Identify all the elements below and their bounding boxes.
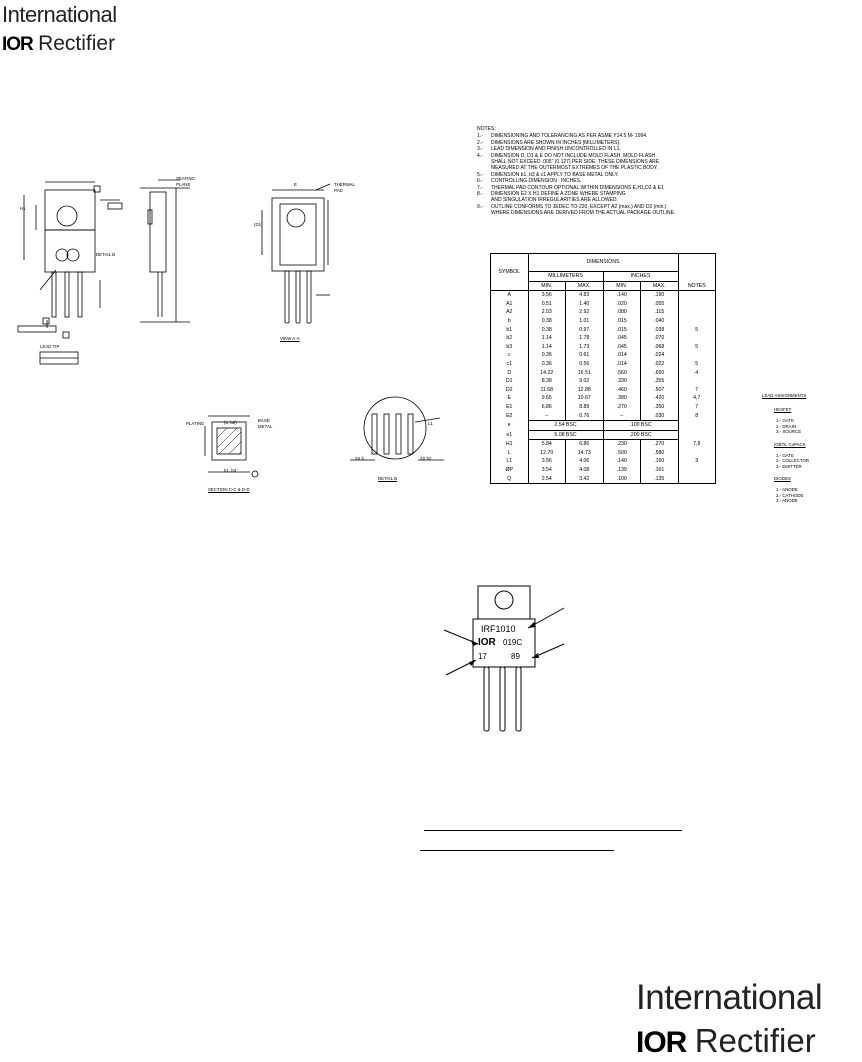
cell-mm-min: 12.70 xyxy=(528,449,566,458)
lead-item: 3.- EMITTER xyxy=(776,463,802,469)
note-number: 9.- xyxy=(477,203,483,210)
marking-part-number: IRF1010 xyxy=(481,624,516,634)
marking-date-1: 17 xyxy=(478,652,487,661)
lead-tip-label: LEAD TIP xyxy=(40,344,60,349)
brand-name-line1-bottom: International xyxy=(636,978,823,1017)
cell-mm-max: 14.73 xyxy=(566,449,604,458)
table-row xyxy=(491,369,716,378)
plating-label: PLATING xyxy=(186,421,205,426)
cell-notes xyxy=(678,421,716,431)
table-row xyxy=(491,343,716,352)
cell-symbol: ØP xyxy=(491,466,529,475)
cell-in-max: .070 xyxy=(641,334,679,343)
cell-in-min: .380 xyxy=(603,394,641,403)
lead-item: 2.- DRAIN xyxy=(776,423,797,429)
cell-symbol: E2 xyxy=(491,412,529,421)
cell-in-max: .115 xyxy=(641,308,679,317)
front-view xyxy=(18,182,122,338)
cell-in-max: .024 xyxy=(641,351,679,360)
dimensions-table xyxy=(490,253,716,484)
cell-mm-max: 9.02 xyxy=(566,377,604,386)
mm-max-header: MAX. xyxy=(566,281,604,291)
e-dimension-label: E xyxy=(294,182,297,187)
note-text: WHERE DIMENSIONS ARE DERIVED FROM THE ACTUAL PACKAGE OUTLINE. xyxy=(491,210,676,217)
cell-in-min: .140 xyxy=(603,291,641,300)
cell-in-min: .015 xyxy=(603,317,641,326)
ior-mark: IOR xyxy=(2,34,33,55)
cell-mm-max: 0.56 xyxy=(566,360,604,369)
brand-name-line1: International xyxy=(2,2,117,27)
note-number: 5.- xyxy=(477,171,483,178)
cell-symbol: E1 xyxy=(491,403,529,412)
cell-in-min: .014 xyxy=(603,360,641,369)
cell-in-bsc: .100 BSC xyxy=(603,421,678,431)
note-text: DIMENSIONING AND TOLERANCING AS PER ASME Y14.5 M- 1994. xyxy=(491,133,648,140)
cell-notes xyxy=(678,430,716,440)
in-min-header: MIN. xyxy=(603,281,641,291)
brand-logo-bottom xyxy=(636,978,860,1058)
note-text: DIMENSION D, D1 & E DO NOT INCLUDE MOLD FLASH. MOLD FLASH xyxy=(491,152,656,159)
table-row xyxy=(491,317,716,326)
cell-mm-bsc: 5.08 BSC xyxy=(528,430,603,440)
note-number: 4.- xyxy=(477,152,483,159)
table-row xyxy=(491,386,716,395)
notes-block xyxy=(477,126,747,217)
lead-group-name: HEXFET xyxy=(774,407,792,412)
cell-notes xyxy=(678,377,716,386)
note-number: 6.- xyxy=(477,178,483,185)
cell-notes: 4,7 xyxy=(678,394,716,403)
three-x-b-label: 3X b xyxy=(355,456,365,461)
cell-mm-max: 1.78 xyxy=(566,334,604,343)
cell-notes: 4 xyxy=(678,369,716,378)
cell-mm-min: 3.56 xyxy=(528,291,566,300)
cell-symbol: e xyxy=(491,421,529,431)
cell-in-max: .038 xyxy=(641,326,679,335)
cell-in-min: .560 xyxy=(603,369,641,378)
symbol-header: SYMBOL xyxy=(491,254,529,291)
cell-symbol: D1 xyxy=(491,377,529,386)
notes-list xyxy=(477,133,747,216)
table-row xyxy=(491,403,716,412)
cell-mm-min: – xyxy=(528,412,566,421)
cell-mm-min: 0.36 xyxy=(528,351,566,360)
cell-symbol: D2 xyxy=(491,386,529,395)
note-text: DIMENSION E2 X H1 DEFINE A ZONE WHERE STAMPING xyxy=(491,191,626,198)
lead-group-name: DIODES xyxy=(774,476,791,481)
note-text: CONTROLLING DIMENSION : INCHES. xyxy=(491,178,582,185)
table-row xyxy=(491,449,716,458)
note-text: AND SINGULATION IRREGULARITIES ARE ALLOWED. xyxy=(491,197,618,204)
cell-in-max: .270 xyxy=(641,440,679,449)
cell-notes: 5 xyxy=(678,360,716,369)
lead-group xyxy=(762,442,822,470)
marking-ior: IOR xyxy=(478,637,496,648)
cell-in-max: .055 xyxy=(641,300,679,309)
cell-in-min: .500 xyxy=(603,449,641,458)
cell-notes: 7,8 xyxy=(678,440,716,449)
cell-in-min: .140 xyxy=(603,457,641,466)
note-text: DIMENSIONS ARE SHOWN IN INCHES [MILLIMETERS]. xyxy=(491,139,621,146)
cell-mm-min: 0.38 xyxy=(528,326,566,335)
cell-in-max: .580 xyxy=(641,449,679,458)
cell-symbol: c xyxy=(491,351,529,360)
section-label: SECTION C-C & D-D xyxy=(208,487,250,492)
mm-min-header: MIN. xyxy=(528,281,566,291)
cell-notes: 3 xyxy=(678,457,716,466)
marking-date-2: 89 xyxy=(511,652,520,661)
table-row xyxy=(491,475,716,484)
ior-logo-icon xyxy=(2,32,115,56)
cell-mm-max: 4.06 xyxy=(566,457,604,466)
brand-logo-top xyxy=(2,2,142,56)
note-number xyxy=(477,210,491,216)
cell-in-bsc: .200 BSC xyxy=(603,430,678,440)
cell-symbol: b xyxy=(491,317,529,326)
cell-in-min: .270 xyxy=(603,403,641,412)
lead-item: 2.- COLLECTOR xyxy=(776,458,810,463)
cell-symbol: L1 xyxy=(491,457,529,466)
cell-notes xyxy=(678,300,716,309)
cell-symbol: c1 xyxy=(491,360,529,369)
cell-symbol: H1 xyxy=(491,440,529,449)
notes-title: NOTES: xyxy=(477,126,496,132)
note-text: MEASURED AT THE OUTERMOST EXTREMES OF THE PLASTIC BODY. xyxy=(491,165,658,172)
table-row xyxy=(491,334,716,343)
cell-notes xyxy=(678,308,716,317)
cell-symbol: b3 xyxy=(491,343,529,352)
cell-mm-min: 1.14 xyxy=(528,334,566,343)
inches-header: INCHES xyxy=(603,272,678,282)
package-outline-drawing xyxy=(0,160,470,510)
table-row xyxy=(491,421,716,431)
b1-b3-label: b1, b3 xyxy=(224,468,237,473)
table-row xyxy=(491,466,716,475)
cell-symbol: b1 xyxy=(491,326,529,335)
cell-in-max: .355 xyxy=(641,377,679,386)
cell-in-max: .040 xyxy=(641,317,679,326)
cell-mm-bsc: 2.54 BSC xyxy=(528,421,603,431)
cell-symbol: A xyxy=(491,291,529,300)
cell-symbol: L xyxy=(491,449,529,458)
lead-item: 1.- GATE xyxy=(776,418,794,423)
cell-mm-max: 4.83 xyxy=(566,291,604,300)
cell-in-min: .330 xyxy=(603,377,641,386)
cell-mm-max: 10.67 xyxy=(566,394,604,403)
cell-mm-max: 6.86 xyxy=(566,440,604,449)
millimeters-header: MILLIMETERS xyxy=(528,272,603,282)
lead-item: 3.- SOURCE xyxy=(776,429,802,434)
cell-symbol: b2 xyxy=(491,334,529,343)
cell-mm-max: 1.73 xyxy=(566,343,604,352)
note-number: 1.- xyxy=(477,133,483,140)
ior-logo-bottom-icon xyxy=(636,1022,816,1060)
cell-symbol: E xyxy=(491,394,529,403)
cell-mm-max: 4.08 xyxy=(566,466,604,475)
cell-notes xyxy=(678,449,716,458)
cell-notes xyxy=(678,317,716,326)
ior-mark-bottom: IOR xyxy=(636,1026,687,1059)
cell-in-max: .420 xyxy=(641,394,679,403)
dimensions-body xyxy=(491,291,716,484)
lead-item: 3.- ANODE xyxy=(776,498,798,503)
marking-ior-logo-icon xyxy=(478,637,496,648)
cell-in-min: .460 xyxy=(603,386,641,395)
table-row xyxy=(491,308,716,317)
underline-1 xyxy=(424,830,682,831)
base-metal-label: BASE METAL xyxy=(258,418,273,429)
side-view xyxy=(140,180,190,322)
cell-notes xyxy=(678,291,716,300)
cell-mm-min: 8.38 xyxy=(528,377,566,386)
cell-in-max: .160 xyxy=(641,457,679,466)
notes-header: NOTES xyxy=(678,254,716,291)
lead-assignments-title: LEAD ASSIGNMENTS xyxy=(762,393,807,398)
lead-item: 1.- ANODE xyxy=(776,487,798,492)
view-aa xyxy=(262,184,330,323)
cell-in-min: .014 xyxy=(603,351,641,360)
detail-b-callout: DETAIL B xyxy=(96,252,116,257)
cell-mm-max: 2.92 xyxy=(566,308,604,317)
cell-mm-min: 9.65 xyxy=(528,394,566,403)
cell-symbol: A1 xyxy=(491,300,529,309)
cell-notes: 8 xyxy=(678,412,716,421)
b-b2-label: (b, b2) xyxy=(224,420,237,425)
cell-mm-min: 2.54 xyxy=(528,475,566,484)
table-row xyxy=(491,430,716,440)
lead-groups xyxy=(762,407,822,504)
cell-in-min: .045 xyxy=(603,334,641,343)
cell-symbol: e1 xyxy=(491,430,529,440)
table-row xyxy=(491,412,716,421)
cell-in-max: .650 xyxy=(641,369,679,378)
cell-in-min: .100 xyxy=(603,475,641,484)
table-row xyxy=(491,440,716,449)
cell-mm-max: 0.61 xyxy=(566,351,604,360)
cell-mm-min: 6.86 xyxy=(528,403,566,412)
cell-in-max: .068 xyxy=(641,343,679,352)
cell-notes xyxy=(678,351,716,360)
dimensions-header: DIMENSIONS xyxy=(528,254,678,272)
thermal-pad-label: THERMAL PAD xyxy=(334,182,355,193)
view-aa-label: VIEW A-A xyxy=(280,336,300,341)
table-row xyxy=(491,457,716,466)
d1-dimension-label: (D1) xyxy=(254,222,263,227)
h1-dimension-label: H1 xyxy=(20,206,26,211)
cell-notes: 7 xyxy=(678,403,716,412)
lead-group xyxy=(762,407,822,435)
cell-mm-min: 5.84 xyxy=(528,440,566,449)
lead-group-name: IGBTs, CoPACK xyxy=(774,441,806,447)
table-row xyxy=(491,326,716,335)
cell-in-max: .507 xyxy=(641,386,679,395)
cell-in-min: .020 xyxy=(603,300,641,309)
cell-in-max: .350 xyxy=(641,403,679,412)
cell-in-min: .080 xyxy=(603,308,641,317)
section-hatch xyxy=(217,428,241,454)
cell-mm-min: 11.68 xyxy=(528,386,566,395)
seating-plane-label: SEATING PLANE xyxy=(176,176,195,187)
lead-assignments xyxy=(762,393,822,511)
cell-in-min: .045 xyxy=(603,343,641,352)
cell-in-max: .135 xyxy=(641,475,679,484)
cell-symbol: D xyxy=(491,369,529,378)
cell-in-max: .161 xyxy=(641,466,679,475)
note-line xyxy=(477,210,747,216)
note-text: LEAD DIMENSION AND FINISH UNCONTROLLED IN L1. xyxy=(491,146,621,153)
note-number: 7.- xyxy=(477,184,483,191)
table-row xyxy=(491,300,716,309)
cell-mm-max: 12.88 xyxy=(566,386,604,395)
table-row xyxy=(491,377,716,386)
note-number: 3.- xyxy=(477,146,483,153)
cell-notes xyxy=(678,475,716,484)
note-text: THERMAL PAD CONTOUR OPTIONAL WITHIN DIMENSIONS E,H1,D2 & E1 xyxy=(491,184,664,191)
cell-in-min: .230 xyxy=(603,440,641,449)
cell-in-min: .139 xyxy=(603,466,641,475)
cell-symbol: Q xyxy=(491,475,529,484)
cell-in-min: .015 xyxy=(603,326,641,335)
table-row xyxy=(491,351,716,360)
table-row xyxy=(491,291,716,300)
lead-item: 1.- GATE xyxy=(776,452,794,458)
detail-b xyxy=(350,397,444,460)
cell-notes: 5 xyxy=(678,326,716,335)
cell-notes: 5 xyxy=(678,343,716,352)
cell-in-min: – xyxy=(603,412,641,421)
cell-mm-max: 1.01 xyxy=(566,317,604,326)
cell-notes xyxy=(678,334,716,343)
l1-dimension-label: L1 xyxy=(428,421,433,426)
cell-mm-max: 0.97 xyxy=(566,326,604,335)
cell-mm-max: 3.42 xyxy=(566,475,604,484)
cell-notes xyxy=(678,466,716,475)
cell-in-max: .030 xyxy=(641,412,679,421)
cell-mm-max: 0.76 xyxy=(566,412,604,421)
cell-mm-max: 16.51 xyxy=(566,369,604,378)
brand-name-line2: Rectifier xyxy=(38,32,116,55)
marking-illustration xyxy=(440,580,570,740)
note-text: DIMENSION b1, b3 & c1 APPLY TO BASE METAL ONLY. xyxy=(491,171,619,178)
three-x-b2-label: 3X b2 xyxy=(420,456,432,461)
cell-notes: 7 xyxy=(678,386,716,395)
underline-2 xyxy=(420,850,614,851)
table-row xyxy=(491,394,716,403)
in-max-header: MAX. xyxy=(641,281,679,291)
note-number: 8.- xyxy=(477,191,483,198)
cell-mm-max: 8.89 xyxy=(566,403,604,412)
brand-name-line2-bottom: Rectifier xyxy=(694,1022,816,1059)
cell-symbol: A2 xyxy=(491,308,529,317)
cell-mm-max: 1.40 xyxy=(566,300,604,309)
cell-mm-min: 3.56 xyxy=(528,457,566,466)
note-text: OUTLINE CONFORMS TO JEDEC TO-220, EXCEPT A2 (max.) AND D2 (min.) xyxy=(491,203,667,210)
table-row xyxy=(491,360,716,369)
detail-label: DETAIL B xyxy=(378,476,398,481)
cell-mm-min: 0.36 xyxy=(528,360,566,369)
cell-mm-min: 1.14 xyxy=(528,343,566,352)
cell-mm-min: 3.54 xyxy=(528,466,566,475)
marking-code: 019C xyxy=(503,638,523,647)
note-text: SHALL NOT EXCEED .005" (0.127) PER SIDE. THESE DIMENSIONS ARE xyxy=(491,159,660,166)
cell-in-max: .190 xyxy=(641,291,679,300)
lead-group xyxy=(762,476,822,504)
cell-mm-min: 0.38 xyxy=(528,317,566,326)
cell-mm-min: 14.22 xyxy=(528,369,566,378)
cell-mm-min: 0.51 xyxy=(528,300,566,309)
cell-mm-min: 2.03 xyxy=(528,308,566,317)
lead-tip xyxy=(40,352,78,364)
cell-in-max: .022 xyxy=(641,360,679,369)
note-number: 2.- xyxy=(477,139,483,146)
lead-item: 2.- CATHODE xyxy=(776,492,804,498)
